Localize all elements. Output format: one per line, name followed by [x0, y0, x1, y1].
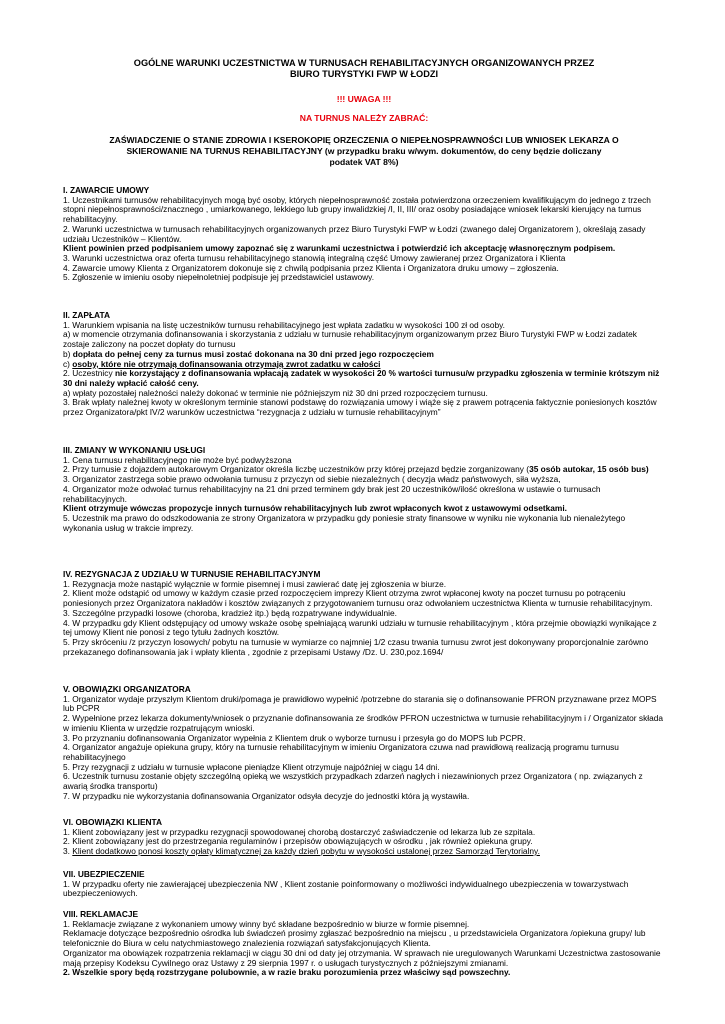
- paragraph: [63, 369, 665, 388]
- text: 2. Przy turnusie z dojazdem autokarowym Organizator określa liczbę uczestników przy której przejazd będzie zorganizowany (: [63, 464, 530, 475]
- notice-line-3: podatek VAT 8%): [329, 156, 399, 167]
- section-resignation: [63, 570, 665, 657]
- list-marker: c): [63, 358, 70, 369]
- section-agreement: [63, 186, 665, 283]
- section-heading: IV. REZYGNACJA Z UDZIAŁU W TURNUSIE REHABILITACYJNYM: [63, 569, 321, 579]
- section-client-duties: [63, 818, 665, 857]
- paragraph: 1. W przypadku oferty nie zawierającej ubezpieczenia NW , Klient zostanie poinformowany o możliwości indywidualnego ubezpieczenia w towarzystwach ubezpieczeniowych.: [63, 878, 629, 899]
- required-items-label: NA TURNUS NALEŻY ZABRAĆ:: [299, 113, 429, 123]
- paragraph: 6. Uczestnik turnusu zostanie objęty szczególną opieką we wszystkich przypadkach zdarzeń nagłych i niezawinionych przez Organizatora ( np. związanych z awarią środka transportu): [63, 771, 643, 792]
- paragraph: 1. Uczestnikami turnusów rehabilitacyjnych mogą być osoby, których niepełnosprawność została potwierdzona orzeczeniem kwalifikującym do jednego z trzech stopni niepełnosprawności/znacznego , umiarkowanego, lekkiego lub grupy inwalidzkiej /I, II, III/ oraz osoby posiadające wniosek lekarski kierujący na turnus rehabilitacyjny.: [63, 194, 651, 225]
- section-heading: I. ZAWARCIE UMOWY: [63, 185, 150, 195]
- paragraph: 5. Zgłoszenie w imieniu osoby niepełnoletniej podpisuje jej przedstawiciel ustawowy.: [63, 272, 375, 283]
- paragraph: 3. Organizator zastrzega sobie prawo odwołania turnusu z przyczyn od siebie niezależnych ( decyzja władz państwowych, siła wyższa,: [63, 474, 561, 485]
- paragraph: Reklamacje dotyczące bezpośrednio ośrodka lub świadczeń prosimy zgłaszać bezpośrednio na miejscu , u przedstawiciela Organizatora /opiekuna grupy/ lub telefonicznie do Biura w celu natychmiastowego znalezienia rozwiązań satysfakcjonujących Klienta.: [63, 928, 646, 949]
- paragraph-bold: Klient powinien przed podpisaniem umowy zapoznać się z warunkami uczestnictwa i potwierdzić ich akceptację własnoręcznym podpisem.: [63, 243, 616, 254]
- underlined-text: Klient dodatkowo ponosi koszty opłaty klimatycznej za każdy dzień pobytu w wysokości ustalonej przez Samorząd Terytorialny.: [72, 846, 540, 857]
- bold-text: nie korzystający z dofinansowania wpłacają zadatek w wysokości 20 % wartości turnusu/w przypadku zgłoszenia w terminie krótszym niż 30 dni należy wpłacić całość ceny.: [63, 368, 660, 388]
- title-line-2: BIURO TURYSTYKI FWP W ŁODZI: [289, 69, 438, 79]
- paragraph: 1. Rezygnacja może nastąpić wyłącznie w formie pisemnej i musi zawierać datę jej zgłoszenia w biurze.: [63, 578, 447, 589]
- section-heading: VII. UBEZPIECZENIE: [63, 869, 145, 879]
- paragraph: Organizator ma obowiązek rozpatrzenia reklamacji w ciągu 30 dni od daty jej otrzymania. W sprawach nie uregulowanych Warunkami Uczestnictwa zastosowanie mają przepisy Kodeksu Cywilnego oraz Ustawy z 29 sierpnia 1997 r. o usługach turystycznych z późniejszymi zmianami.: [63, 947, 661, 968]
- notice-line-1: ZAŚWIADCZENIE O STANIE ZDROWIA I KSEROKOPIĘ ORZECZENIA O NIEPEŁNOSPRAWNOŚCI LUB WNIOSEK LEKARZA O: [109, 135, 619, 145]
- section-service-changes: [63, 446, 665, 533]
- paragraph: 1. Warunkiem wpisania na listę uczestników turnusu rehabilitacyjnego jest wpłata zadatku w wysokości 100 zł od osoby.: [63, 319, 505, 330]
- warning-label: !!! UWAGA !!!: [336, 94, 392, 104]
- list-marker: 2. Uczestnicy: [63, 368, 113, 379]
- list-marker: 3.: [63, 846, 70, 857]
- bold-text: dopłata do pełnej ceny za turnus musi zostać dokonana na 30 dni przed jego rozpoczęciem: [72, 348, 434, 359]
- bold-text: 35 osób autokar, 15 osób bus): [529, 464, 649, 475]
- section-heading: VI. OBOWIĄZKI KLIENTA: [63, 817, 163, 827]
- paragraph: a) wpłaty pozostałej należności należy dokonać w terminie nie późniejszym niż 30 dni przed rozpoczęciem turnusu.: [63, 387, 488, 398]
- paragraph: 5. Przy skróceniu /z przyczyn losowych/ pobytu na turnusie w wymiarze co najmniej 1/2 czasu trwania turnusu zwrot jest dokonywany proporcjonalnie zarówno przekazanego dofinansowania jak i wpłaty klienta , zgodnie z przepisami Ustawy /Dz. U. 230,poz.1694/: [63, 636, 649, 657]
- paragraph: 4. Zawarcie umowy Klienta z Organizatorem dokonuje się z chwilą podpisania przez Klienta i Organizatora druku umowy – zgłoszenia.: [63, 262, 559, 273]
- paragraph-bold: 2. Wszelkie spory będą rozstrzygane polubownie, a w razie braku porozumienia przez właściwy sąd powszechny.: [63, 967, 511, 978]
- paragraph: 4. W przypadku gdy Klient odstępujący od umowy wskaże osobę spełniającą warunki udziału w turnusie rehabilitacyjnym , która przejmie obowiązki wynikające z tej umowy Klient nie ponosi z tego tytułu żadnych kosztów.: [63, 617, 657, 638]
- paragraph: 2. Klient zobowiązany jest do przestrzegania regulaminów i przepisów obowiązujących w ośrodku , jak również opiekuna grupy.: [63, 836, 533, 847]
- paragraph: 3. Szczególne przypadki losowe (choroba, kradzież itp.) będą rozpatrywane indywidualnie.: [63, 607, 397, 618]
- notice-line-2: SKIEROWANIE NA TURNUS REHABILITACYJNY (w przypadku braku w/wym. dokumentów, do ceny będzie doliczany: [126, 145, 602, 156]
- title-line-1: OGÓLNE WARUNKI UCZESTNICTWA W TURNUSACH REHABILITACYJNYCH ORGANIZOWANYCH PRZEZ: [133, 58, 595, 68]
- paragraph: 1. Cena turnusu rehabilitacyjnego nie może być podwyższona: [63, 454, 292, 465]
- paragraph: a) w momencie otrzymania dofinansowania i skorzystania z udziału w turnusie rehabilitacyjnym organizowanym przez Biuro Turystyki FWP w Łodzi zadatek zostaje zaliczony na poczet dopłaty do turnusu: [63, 329, 637, 350]
- section-organizer-duties: [63, 685, 665, 801]
- paragraph: 2. Warunki uczestnictwa w turnusach rehabilitacyjnych organizowanych przez Biuro Turystyki FWP w Łodzi (zwanego dalej Organizatorem ), określają zasady udziału Uczestników – Klientów.: [63, 223, 646, 244]
- paragraph: [63, 847, 665, 857]
- bold-underlined-text: osoby, które nie otrzymają dofinansowania otrzymają zwrot zadatku w całości: [72, 358, 381, 369]
- paragraph: 1. Reklamacje związane z wykonaniem umowy winny być składane bezpośrednio w biurze w formie pisemnej.: [63, 918, 470, 929]
- section-heading: III. ZMIANY W WYKONANIU USŁUGI: [63, 445, 206, 455]
- document-title: [63, 58, 665, 80]
- section-heading: V. OBOWIĄZKI ORGANIZATORA: [63, 684, 191, 694]
- section-heading: II. ZAPŁATA: [63, 310, 110, 320]
- section-heading: VIII. REKLAMACJE: [63, 909, 139, 919]
- paragraph: 4. Organizator może odwołać turnus rehabilitacyjny na 21 dni przed terminem gdy brak jest 20 uczestników/ilość określona w ustawie o turnusach rehabilitacyjnych.: [63, 483, 601, 504]
- section-payment: [63, 311, 665, 418]
- paragraph-bold: Klient otrzymuje wówczas propozycje innych turnusów rehabilitacyjnych lub zwrot wpłaconych kwot z ustawowymi odsetkami.: [63, 503, 567, 514]
- paragraph: 2. Wypełnione przez lekarza dokumenty/wniosek o przyznanie dofinansowania ze środków PFRON uczestnictwa w turnusie rehabilitacyjnym i / Organizator składa w imieniu Klienta w urzędzie rozpatrującym wnioski.: [63, 713, 664, 733]
- paragraph: 1. Klient zobowiązany jest w przypadku rezygnacji spowodowanej chorobą dostarczyć zaświadczenie od lekarza lub ze szpitala.: [63, 826, 536, 837]
- paragraph: 4. Organizator angażuje opiekuna grupy, który na turnusie rehabilitacyjnym w imieniu Organizatora czuwa nad prawidłową realizacją programu turnusu rehabilitacyjnego: [63, 742, 619, 762]
- paragraph: 5. Przy rezygnacji z udziału w turnusie wpłacone pieniądze Klient otrzymuje najpóźniej w ciągu 14 dni.: [63, 761, 440, 772]
- section-complaints: [63, 910, 665, 978]
- paragraph: 5. Uczestnik ma prawo do odszkodowania ze strony Organizatora w przypadku gdy poniesie straty finansowe w wyniku nie wykonania lub nienależytego wykonania usług w trakcie imprezy.: [63, 512, 626, 533]
- section-insurance: [63, 870, 665, 899]
- paragraph: 1. Organizator wydaje przyszłym Klientom druki/pomaga je prawidłowo wypełnić /potrzebne do starania się o dofinansowanie PFRON przyznawane przez MOPS lub PCPR: [63, 693, 657, 714]
- paragraph: 3. Po przyznaniu dofinansowania Organizator wypełnia z Klientem druk o wyborze turnusu i przesyła go do MOPS lub PCPR.: [63, 732, 526, 743]
- paragraph: 2. Klient może odstąpić od umowy w każdym czasie przed rozpoczęciem imprezy Klient otrzyma zwrot wpłaconej kwoty na poczet turnusu po potrąceniu poniesionych przez Organizatora nakładów i kosztów związanych z przygotowaniem turnusu oraz odwołaniem uczestnictwa Klienta w turnusie rehabilitacyjnym.: [63, 588, 653, 609]
- paragraph: 7. W przypadku nie wykorzystania dofinansowania Organizator odsyła decyzje do jednostki która ją wystawiła.: [63, 790, 470, 801]
- paragraph: 3. Warunki uczestnictwa oraz oferta turnusu rehabilitacyjnego stanowią integralną część Umowy zawieranej przez Organizatora i Klienta: [63, 252, 566, 263]
- list-marker: b): [63, 348, 71, 359]
- paragraph: 3. Brak wpłaty należnej kwoty w określonym terminie stanowi podstawę do rozwiązania umowy i wiąże się z prawem potrącenia faktycznie poniesionych kosztów przez Organizatora/pkt IV/2 warunków uczestnictwa “rezygnacja z udziału w turnusie rehabilitacyjnym”: [63, 397, 657, 418]
- required-documents-notice: [63, 135, 665, 167]
